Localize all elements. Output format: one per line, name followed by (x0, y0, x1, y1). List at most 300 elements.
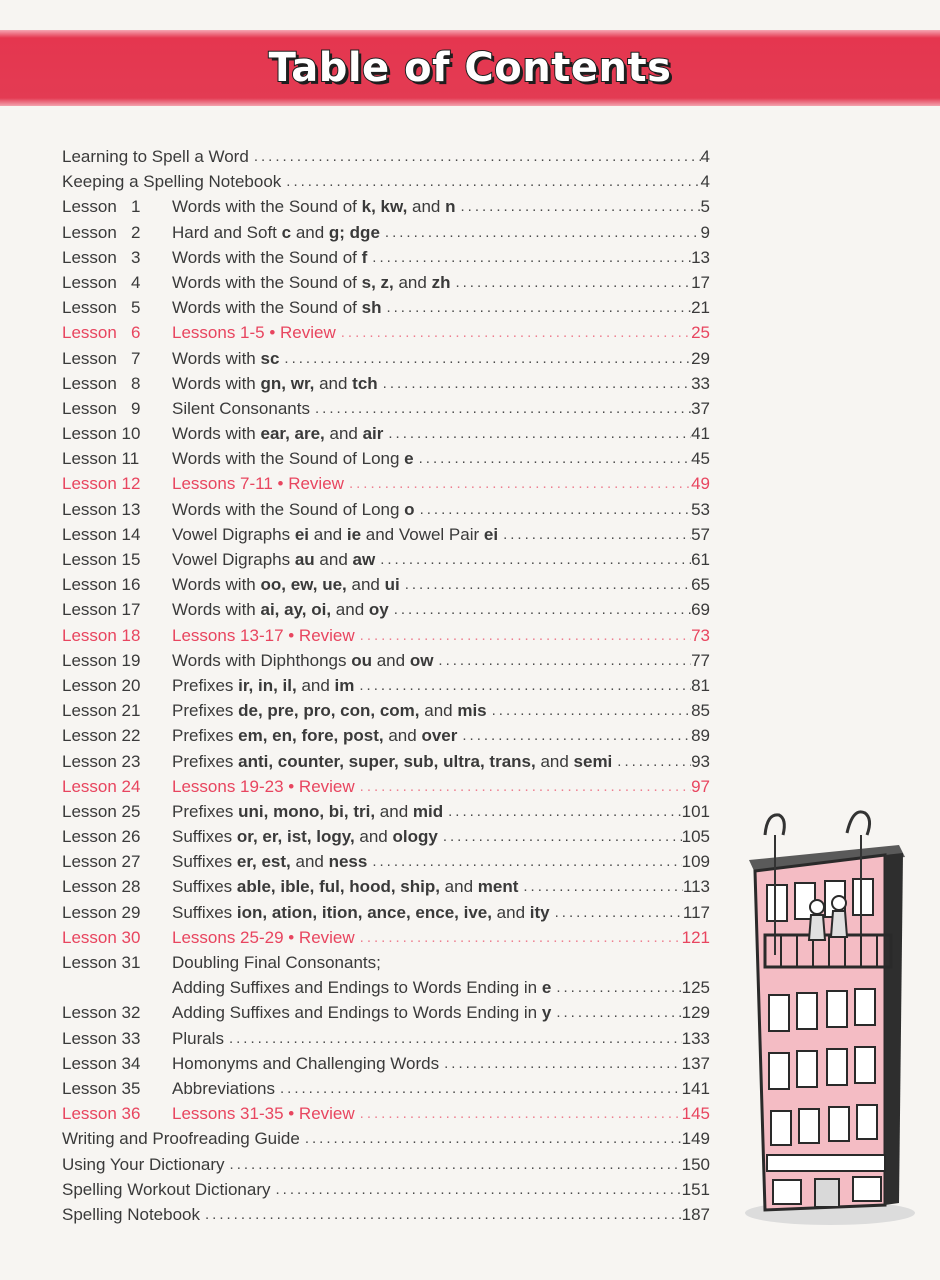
title-text: Keeping a Spelling Notebook (62, 172, 282, 192)
spelling-pattern: ity (529, 902, 550, 922)
page-number: 73 (691, 625, 710, 645)
lesson-number: Lesson 31 (62, 953, 141, 972)
page-number: 141 (681, 1078, 710, 1098)
toc-entry (172, 874, 710, 899)
lesson-number: Lesson 13 (62, 499, 141, 519)
page-number: 125 (681, 978, 710, 998)
spelling-pattern: ir, in, il, (238, 675, 297, 695)
dot-leader (414, 446, 691, 471)
title-text: Lessons 13-17 • Review (172, 625, 355, 645)
title-text: Lessons 7-11 • Review (172, 474, 344, 494)
toc-entry (172, 522, 710, 547)
lesson-number: Lesson 28 (62, 877, 141, 897)
page-number: 17 (691, 272, 710, 292)
dot-leader (381, 295, 691, 320)
spelling-pattern: sh (361, 298, 382, 318)
toc-row (62, 346, 710, 371)
toc-entry (62, 1202, 710, 1227)
title-text: and (354, 827, 393, 847)
toc-row (62, 1076, 710, 1101)
entry-title (172, 522, 498, 547)
entry-title (62, 169, 281, 194)
title-text: Lessons 1-5 • Review (172, 323, 336, 343)
lesson-number: Lesson 21 (62, 701, 141, 721)
spelling-pattern: ology (392, 827, 438, 847)
title-text: Words with the Sound of (172, 197, 362, 217)
spelling-pattern: able, ible, ful, hood, ship, (236, 877, 440, 897)
spelling-pattern: anti, counter, super, sub, ultra, trans, (238, 751, 536, 771)
spelling-pattern: gn, wr, (260, 373, 315, 393)
title-text: Prefixes (172, 675, 239, 695)
title-text: and (346, 575, 385, 595)
dot-leader (249, 144, 701, 169)
dot-leader (355, 774, 691, 799)
title-text: and (372, 650, 410, 670)
spelling-pattern: ie (346, 524, 362, 544)
spelling-pattern: mid (412, 801, 444, 821)
entry-title (172, 874, 518, 899)
entry-title (172, 623, 355, 648)
title-text: Silent Consonants (172, 398, 310, 418)
page-number: 145 (681, 1104, 710, 1124)
page-number: 77 (691, 650, 710, 670)
spelling-pattern: im (334, 675, 355, 695)
toc-row (62, 396, 710, 421)
toc-row (62, 723, 710, 748)
title-text: Vowel Digraphs (172, 524, 295, 544)
page-title: Table of Contents (268, 45, 672, 91)
title-text: Words with (172, 575, 261, 595)
spelling-pattern: sc (260, 348, 280, 368)
entry-title (172, 547, 375, 572)
spelling-pattern: semi (573, 751, 613, 771)
toc-review-row (62, 1101, 710, 1126)
dot-leader (355, 925, 682, 950)
entry-title (172, 1076, 275, 1101)
dot-leader (344, 471, 691, 496)
spelling-pattern: ui (384, 575, 400, 595)
spelling-pattern: de, pre, pro, con, com, (238, 701, 420, 721)
toc-row (62, 295, 710, 320)
toc-row (62, 169, 710, 194)
entry-title (172, 723, 457, 748)
toc-row (62, 144, 710, 169)
spelling-pattern: em, en, fore, post, (238, 726, 384, 746)
entry-title (172, 849, 367, 874)
dot-leader (443, 799, 682, 824)
toc-row (62, 1177, 710, 1202)
title-text: Words with the Sound of Long (172, 499, 405, 519)
dot-leader (281, 169, 700, 194)
title-text: and Vowel Pair (361, 524, 484, 544)
toc-review-row (62, 320, 710, 345)
entry-title (172, 220, 380, 245)
title-text: and (393, 272, 432, 292)
entry-title (172, 1000, 551, 1025)
toc-entry (172, 774, 710, 799)
page-number: 4 (700, 172, 710, 192)
toc-row (62, 547, 710, 572)
spelling-pattern: ai, ay, oi, (260, 600, 332, 620)
page-number: 4 (700, 147, 710, 166)
toc-row (62, 497, 710, 522)
title-text: Adding Suffixes and Endings to Words Ending in (172, 978, 542, 998)
entry-title (62, 144, 249, 169)
spelling-pattern: y (541, 1003, 552, 1023)
title-text: and (407, 197, 446, 217)
toc-row (62, 648, 710, 673)
lesson-number: Lesson 35 (62, 1078, 141, 1098)
page-number: 109 (681, 852, 710, 872)
page-number: 25 (691, 323, 710, 343)
title-text: Homonyms and Challenging Words (172, 1053, 440, 1073)
toc-entry (172, 849, 710, 874)
dot-leader (355, 1101, 682, 1126)
toc-row (62, 1202, 710, 1227)
page-number: 37 (691, 398, 710, 418)
toc-row (62, 698, 710, 723)
toc-row (62, 522, 710, 547)
spelling-pattern: c (281, 222, 292, 242)
spelling-pattern: au (294, 550, 315, 569)
toc-entry (172, 194, 710, 219)
spelling-pattern: or, er, ist, logy, (236, 827, 355, 847)
toc-entry (172, 1026, 710, 1051)
entry-title (62, 1177, 271, 1202)
title-text: Words with (172, 600, 261, 620)
page-number: 85 (691, 701, 710, 721)
title-text: and (375, 801, 413, 821)
toc-entry (172, 396, 710, 421)
toc-review-row (62, 925, 710, 950)
spelling-pattern: ear, are, (260, 424, 325, 444)
toc-entry (172, 1000, 710, 1025)
toc-review-row (62, 774, 710, 799)
spelling-pattern: ment (477, 877, 519, 897)
lesson-number: Lesson 23 (62, 751, 141, 771)
dot-leader (200, 1202, 682, 1227)
page-number: 117 (682, 902, 710, 922)
entry-title (172, 648, 433, 673)
entry-title (172, 673, 354, 698)
lesson-number: Lesson 20 (62, 675, 141, 695)
toc-row (62, 270, 710, 295)
lesson-number: Lesson 33 (62, 1028, 141, 1048)
toc-entry (172, 799, 710, 824)
toc-entry (172, 471, 710, 496)
toc-entry (172, 824, 710, 849)
lesson-number: Lesson 14 (62, 524, 141, 544)
toc-entry (172, 421, 710, 446)
page-number: 93 (691, 751, 710, 771)
dot-leader (380, 220, 701, 245)
dot-leader (367, 849, 681, 874)
dot-leader (355, 623, 691, 648)
title-text: Lessons 19-23 • Review (172, 776, 355, 796)
page-number: 105 (681, 827, 710, 847)
toc-row (62, 874, 710, 899)
toc-entry (172, 270, 710, 295)
dot-leader (225, 1152, 682, 1177)
lesson-number: Lesson 5 (62, 298, 141, 318)
spelling-pattern: e (404, 449, 414, 469)
lesson-number: Lesson 3 (62, 247, 141, 267)
spelling-pattern: air (362, 424, 384, 444)
dot-leader (456, 194, 701, 219)
toc-entry (172, 1076, 710, 1101)
dot-leader (300, 1126, 682, 1151)
lesson-number: Lesson 1 (62, 197, 141, 217)
dot-leader (551, 1000, 681, 1025)
page-number: 9 (700, 222, 710, 242)
entry-title (172, 925, 355, 950)
title-text: Prefixes (172, 726, 239, 746)
title-text: Words with the Sound of (172, 272, 362, 292)
title-text: and (290, 852, 329, 872)
toc-row (62, 673, 710, 698)
dot-leader (271, 1177, 682, 1202)
page-number: 97 (691, 776, 710, 796)
lesson-number: Lesson 11 (62, 449, 140, 469)
lesson-number: Lesson 29 (62, 902, 141, 922)
toc-entry (172, 572, 710, 597)
toc-entry (172, 295, 710, 320)
entry-title (172, 900, 550, 925)
page-number: 101 (681, 801, 710, 821)
entry-title (172, 572, 400, 597)
title-text: Abbreviations (172, 1078, 276, 1098)
dot-leader (438, 824, 682, 849)
lesson-number: Lesson 17 (62, 600, 141, 620)
toc-row (62, 950, 710, 975)
dot-leader (354, 673, 691, 698)
spelling-pattern: ion, ation, ition, ance, ence, ive, (236, 902, 492, 922)
entry-title (172, 245, 367, 270)
title-text: and (383, 726, 422, 746)
toc-entry (172, 950, 710, 975)
title-text: Using Your Dictionary (62, 1154, 225, 1174)
title-text: Words with the Sound of (172, 247, 362, 267)
title-text: and (324, 424, 363, 444)
title-text: and (419, 701, 458, 721)
lesson-number: Lesson 15 (62, 550, 141, 569)
title-text: Writing and Proofreading Guide (62, 1129, 300, 1149)
title-text: and (439, 877, 478, 897)
spelling-pattern: ei (483, 524, 499, 544)
entry-title (172, 421, 383, 446)
title-text: Plurals (172, 1028, 224, 1048)
entry-title (172, 597, 389, 622)
entry-title (172, 446, 414, 471)
toc-entry (62, 1126, 710, 1151)
title-text: Doubling Final Consonants; (172, 953, 381, 972)
entry-title (62, 1126, 300, 1151)
lesson-number: Lesson 19 (62, 650, 141, 670)
dot-leader (487, 698, 691, 723)
title-text: Words with (172, 424, 261, 444)
toc-entry (172, 698, 710, 723)
toc-row (62, 194, 710, 219)
spelling-pattern: f (361, 247, 368, 267)
lesson-number: Lesson 10 (62, 424, 141, 444)
page-number: 49 (691, 474, 710, 494)
dot-leader (518, 874, 683, 899)
toc-entry (172, 749, 710, 774)
building-illustration (735, 805, 915, 1235)
toc-review-row (62, 623, 710, 648)
title-text: Suffixes (172, 852, 237, 872)
toc-row (62, 900, 710, 925)
entry-title (172, 497, 415, 522)
dot-leader (378, 371, 691, 396)
toc-row (62, 371, 710, 396)
toc-row (62, 421, 710, 446)
spelling-pattern: s, z, (361, 272, 394, 292)
spelling-pattern: oy (368, 600, 389, 620)
toc-entry (172, 346, 710, 371)
spelling-pattern: ei (294, 524, 310, 544)
dot-leader (310, 396, 691, 421)
title-text: and (314, 373, 353, 393)
toc-entry (172, 547, 710, 572)
lesson-number: Lesson 27 (62, 852, 141, 872)
dot-leader (375, 547, 691, 572)
lesson-number: Lesson 36 (62, 1104, 141, 1124)
title-text: Lessons 25-29 • Review (172, 927, 355, 947)
spelling-pattern: ness (328, 852, 368, 872)
lesson-number: Lesson 16 (62, 575, 141, 595)
toc-row (62, 1051, 710, 1076)
lesson-number: Lesson 8 (62, 373, 141, 393)
lesson-number: Lesson 4 (62, 272, 141, 292)
title-text: and (331, 600, 369, 620)
title-text: Adding Suffixes and Endings to Words Ending in (172, 1003, 542, 1023)
title-text: and (535, 751, 574, 771)
spelling-pattern: er, est, (236, 852, 291, 872)
toc-row (62, 1152, 710, 1177)
entry-title (172, 799, 443, 824)
page-number: 129 (681, 1003, 710, 1023)
title-text: Suffixes (172, 827, 237, 847)
spelling-pattern: aw (352, 550, 376, 569)
toc-row (62, 749, 710, 774)
title-text: and (309, 524, 347, 544)
toc-review-row (62, 471, 710, 496)
lesson-number: Lesson 24 (62, 776, 141, 796)
entry-title (172, 698, 487, 723)
page-number: 69 (691, 600, 710, 620)
toc-entry (172, 1101, 710, 1126)
dot-leader (275, 1076, 682, 1101)
spelling-pattern: oo, ew, ue, (260, 575, 347, 595)
toc-entry (62, 144, 710, 169)
toc-entry (172, 673, 710, 698)
toc-row (62, 1000, 710, 1025)
table-of-contents (62, 144, 710, 1227)
spelling-pattern: over (421, 726, 458, 746)
toc-entry (172, 623, 710, 648)
dot-leader (457, 723, 691, 748)
entry-title (172, 320, 336, 345)
page-number: 41 (691, 424, 710, 444)
spelling-pattern: tch (352, 373, 378, 393)
dot-leader (450, 270, 691, 295)
page-number: 57 (691, 524, 710, 544)
page-number: 137 (681, 1053, 710, 1073)
spelling-pattern: o (404, 499, 415, 519)
toc-entry (62, 1177, 710, 1202)
toc-entry (172, 220, 710, 245)
toc-row (62, 597, 710, 622)
entry-title (172, 774, 355, 799)
lesson-number: Lesson 7 (62, 348, 141, 368)
title-text: Words with the Sound of (172, 298, 362, 318)
toc-entry (172, 723, 710, 748)
entry-title (172, 975, 551, 1000)
title-text: Prefixes (172, 801, 239, 821)
title-text: Vowel Digraphs (172, 550, 295, 569)
toc-entry (62, 169, 710, 194)
toc-entry (172, 597, 710, 622)
title-text: and (491, 902, 530, 922)
lesson-number: Lesson 32 (62, 1003, 141, 1023)
page-number: 113 (682, 877, 710, 897)
title-text: and (296, 675, 335, 695)
page-number: 13 (691, 247, 710, 267)
toc-row (62, 572, 710, 597)
toc-entry (172, 975, 710, 1000)
lesson-number: Lesson 12 (62, 474, 141, 494)
entry-title (172, 950, 381, 975)
toc-entry (172, 648, 710, 673)
dot-leader (612, 749, 691, 774)
toc-entry (172, 245, 710, 270)
lesson-number: Lesson 25 (62, 801, 141, 821)
dot-leader (383, 421, 691, 446)
title-text: Words with Diphthongs (172, 650, 352, 670)
lesson-number: Lesson 18 (62, 625, 141, 645)
toc-entry (172, 371, 710, 396)
title-text: Lessons 31-35 • Review (172, 1104, 355, 1124)
entry-title (172, 1051, 439, 1076)
page-number: 53 (691, 499, 710, 519)
toc-row (62, 849, 710, 874)
spelling-pattern: uni, mono, bi, tri, (238, 801, 376, 821)
lesson-number: Lesson 6 (62, 323, 141, 343)
toc-row (62, 824, 710, 849)
lesson-number: Lesson 9 (62, 398, 141, 418)
toc-row (62, 799, 710, 824)
page-number: 29 (691, 348, 710, 368)
lesson-number: Lesson 30 (62, 927, 141, 947)
toc-entry (172, 446, 710, 471)
entry-title (62, 1152, 225, 1177)
toc-row (62, 1126, 710, 1151)
entry-title (172, 749, 612, 774)
toc-entry (62, 1152, 710, 1177)
page-number: 151 (681, 1179, 710, 1199)
entry-title (172, 824, 438, 849)
dot-leader (550, 900, 683, 925)
page-number: 187 (681, 1204, 710, 1224)
toc-row (62, 446, 710, 471)
entry-title (172, 371, 378, 396)
entry-title (172, 295, 381, 320)
entry-title (172, 194, 456, 219)
spelling-pattern: ow (409, 650, 434, 670)
dot-leader (433, 648, 691, 673)
spelling-pattern: ou (351, 650, 372, 670)
